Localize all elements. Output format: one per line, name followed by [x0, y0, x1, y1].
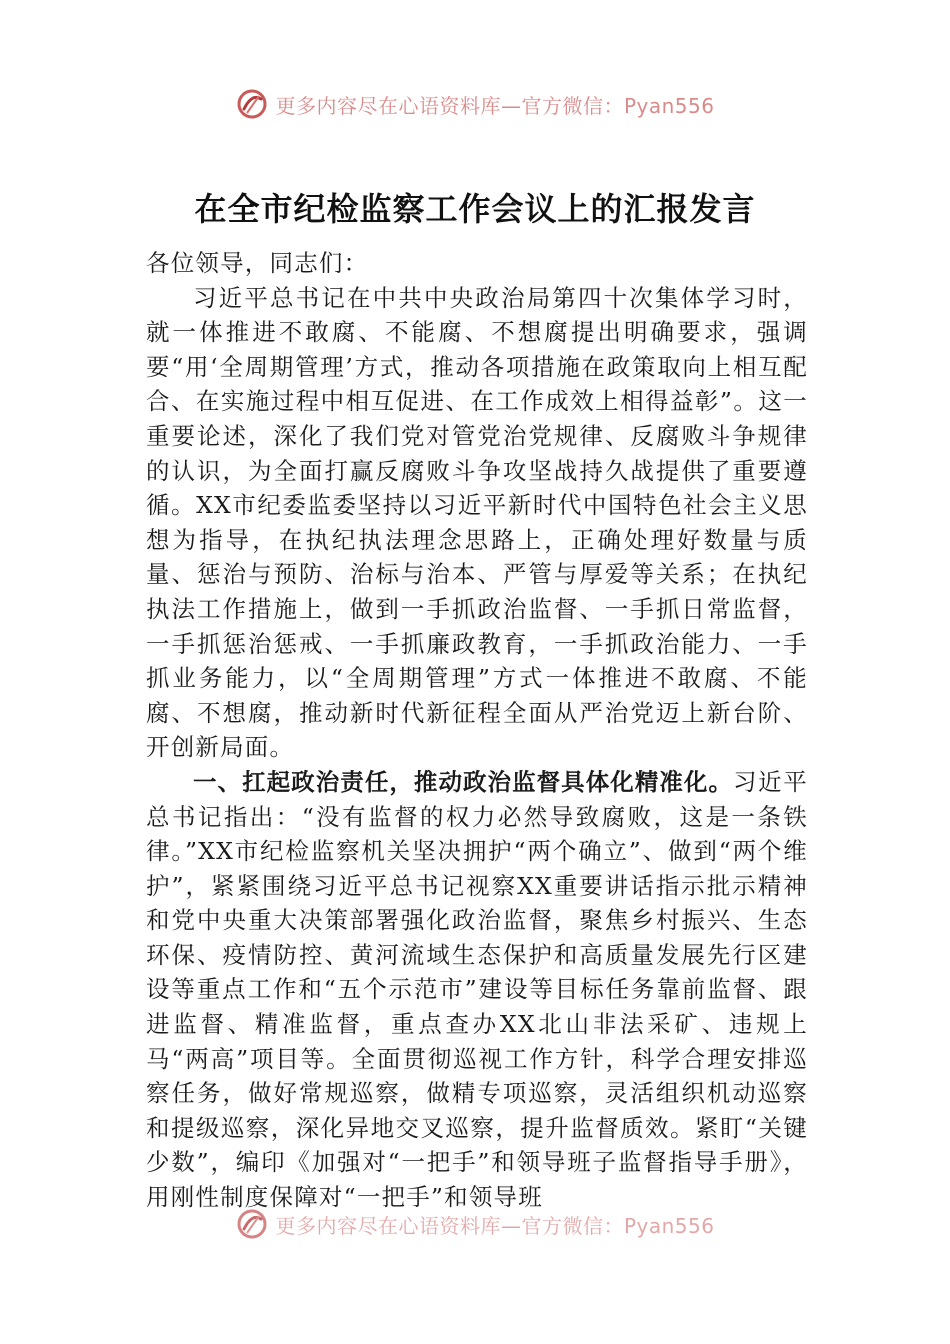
seal-logo-icon [235, 87, 269, 121]
document-body [146, 246, 808, 1215]
salutation: 各位领导，同志们： [146, 249, 369, 277]
document-title: 在全市纪检监察工作会议上的汇报发言 [194, 190, 756, 228]
watermark-text: 更多内容尽在心语资料库—官方微信：Pyan556 [275, 1213, 715, 1238]
seal-logo-icon [235, 1207, 269, 1241]
watermark-footer [0, 1204, 950, 1244]
section-1-heading: 一、扛起政治责任，推动政治监督具体化精准化。 [193, 767, 733, 796]
paragraph-section-1 [146, 765, 808, 1215]
watermark-header [0, 84, 950, 124]
section-1-body: 习近平总书记指出：“没有监督的权力必然导致腐败，这是一条铁律。”XX市纪检监察机关坚决拥护“两个确立”、做到“两个维护”，紧紧围绕习近平总书记视察XX重要讲话指示批示精神和党中央重大决策部署强化政治监督，聚焦乡村振兴、生态环保、疫情防控、黄河流域生态保护和高质量发展先行区建设等重点工作和“五个示范市”建设等目标任务靠前监督、跟进监督、精准监督，重点查办XX北山非法采矿、违规上马“两高”项目等。全面贯彻巡视工作方针，科学合理安排巡察任务，做好常规巡察，做精专项巡察，灵活组织机动巡察和提级巡察，深化异地交叉巡察，提升监督质效。紧盯“关键少数”，编印《加强对“一把手”和领导班子监督指导手册》，用刚性制度保障对“一把手”和领导班 [146, 767, 808, 1212]
watermark-text: 更多内容尽在心语资料库—官方微信：Pyan556 [275, 93, 715, 118]
paragraph-intro: 习近平总书记在中共中央政治局第四十次集体学习时，就一体推进不敢腐、不能腐、不想腐提出明确要求，强调要“用‘全周期管理’方式，推动各项措施在政策取向上相互配合、在实施过程中相互促进、在工作成效上相得益彰”。这一重要论述，深化了我们党对管党治党规律、反腐败斗争规律的认识，为全面打赢反腐败斗争攻坚战持久战提供了重要遵循。XX市纪委监委坚持以习近平新时代中国特色社会主义思想为指导，在执纪执法理念思路上，正确处理好数量与质量、惩治与预防、治标与治本、严管与厚爱等关系；在执纪执法工作措施上，做到一手抓政治监督、一手抓日常监督，一手抓惩治惩戒、一手抓廉政教育，一手抓政治能力、一手抓业务能力，以“全周期管理”方式一体推进不敢腐、不能腐、不想腐，推动新时代新征程全面从严治党迈上新台阶、开创新局面。 [146, 283, 808, 762]
